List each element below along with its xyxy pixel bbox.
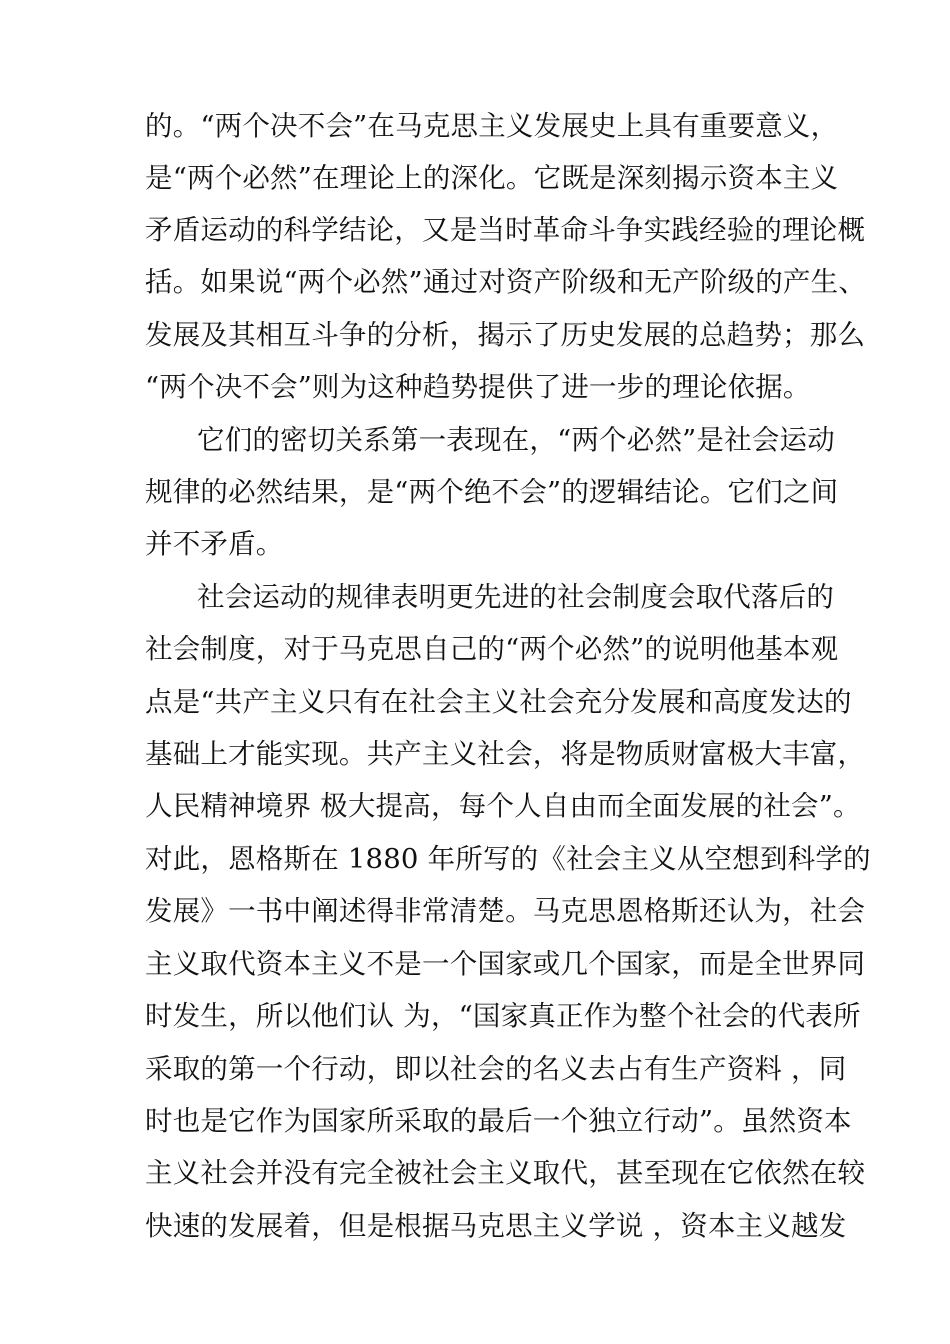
text-line: 采取的第一个行动，即以社会的名义去占有生产资料 ，同: [145, 1053, 847, 1085]
text-line: 的。“两个决不会”在马克思主义发展史上具有重要意义，: [145, 110, 839, 142]
text-line: “两个决不会”则为这种趋势提供了进一步的理论依据。: [145, 371, 811, 403]
text-line: 规律的必然结果，是“两个绝不会”的逻辑结论。它们之间: [145, 476, 839, 508]
text-line: 矛盾运动的科学结论，又是当时革命斗争实践经验的理论概: [145, 214, 866, 246]
paragraph-start-line: 它们的密切关系第一表现在，“两个必然”是社会运动: [197, 424, 835, 456]
text-line: 主义社会并没有完全被社会主义取代，甚至现在它依然在较: [145, 1157, 866, 1189]
text-line: 人民精神境界 极大提高，每个人自由而全面发展的社会”。: [145, 790, 861, 822]
text-line: 主义取代资本主义不是一个国家或几个国家，而是全世界同: [145, 948, 866, 980]
text-line: 社会制度，对于马克思自己的“两个必然”的说明他基本观: [145, 633, 839, 665]
text-line: 发展》一书中阐述得非常清楚。马克思恩格斯还认为，社会: [145, 895, 866, 927]
text-line: 点是“共产主义只有在社会主义社会充分发展和高度发达的: [145, 686, 852, 718]
text-line: 并不矛盾。: [145, 528, 284, 560]
text-line: 发展及其相互斗争的分析，揭示了历史发展的总趋势；那么: [145, 319, 866, 351]
text-line: 时也是它作为国家所采取的最后一个独立行动”。虽然资本: [145, 1105, 852, 1137]
text-line: 基础上才能实现。共产主义社会，将是物质财富极大丰富，: [145, 738, 866, 770]
text-line: 括。如果说“两个必然”通过对资产阶级和无产阶级的产生、: [145, 266, 867, 298]
text-line: 快速的发展着，但是根据马克思主义学说 ，资本主义越发: [145, 1210, 847, 1242]
paragraph-start-line: 社会运动的规律表明更先进的社会制度会取代落后的: [197, 581, 835, 613]
text-line: 时发生，所以他们认 为，“国家真正作为整个社会的代表所: [145, 1000, 861, 1032]
text-line: 是“两个必然”在理论上的深化。它既是深刻揭示资本主义: [145, 162, 839, 194]
text-line: 对此，恩格斯在 1880 年所写的《社会主义从空想到科学的: [145, 843, 871, 875]
